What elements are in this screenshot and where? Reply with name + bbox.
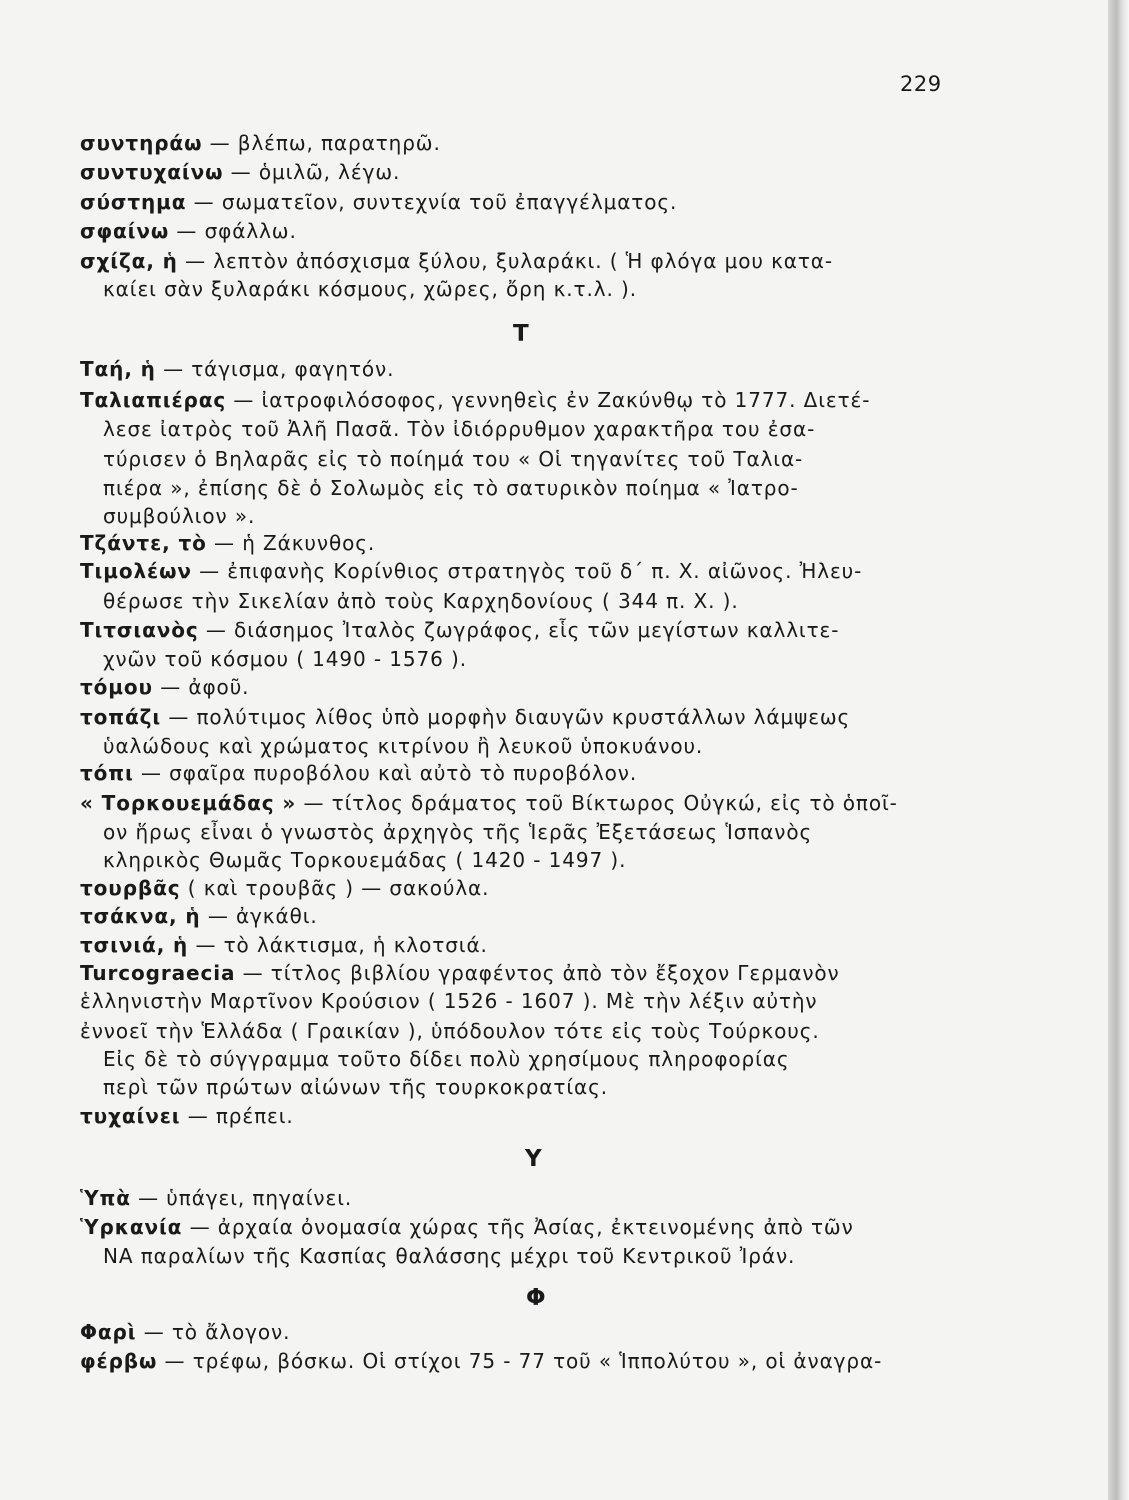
entry-line: Ταή, ἡ — τάγισμα, φαγητόν. [80, 357, 395, 381]
entry-line: συμβούλιον ». [103, 504, 256, 528]
entry-line: λεσε ἰατρὸς τοῦ Ἀλῆ Πασᾶ. Τὸν ἰδιόρρυθμον χαρακτῆρα του ἐσα- [103, 417, 816, 441]
entry-line: Εἰς δὲ τὸ σύγγραμμα τοῦτο δίδει πολὺ χρησίμους πληροφορίας [103, 1047, 790, 1071]
entry-line: πιέρα », ἐπίσης δὲ ὁ Σολωμὸς εἰς τὸ σατυρικὸν ποίημα « Ἰατρο- [103, 476, 799, 500]
entry-line: τυχαίνει — πρέπει. [80, 1104, 294, 1128]
page-number: 229 [900, 72, 942, 96]
entry-line: Ταλιαπιέρας — ἰατροφιλόσοφος, γεννηθεὶς ἐν Ζακύνθῳ τὸ 1777. Διετέ- [80, 388, 871, 412]
entry-line: « Τορκουεμάδας » — τίτλος δράματος τοῦ Βίκτωρος Οὐγκώ, εἰς τὸ ὁποῖ- [80, 791, 898, 815]
entry-line: ἑλληνιστὴν Μαρτῖνον Κρούσιον ( 1526 - 1607 ). Μὲ τὴν λέξιν αὐτὴν [80, 989, 818, 1013]
entry-line: συντυχαίνω — ὁμιλῶ, λέγω. [80, 160, 401, 184]
entry-line: περὶ τῶν πρώτων αἰώνων τῆς τουρκοκρατίας. [103, 1075, 608, 1099]
entry-line: Ὑρκανία — ἀρχαία ὀνομασία χώρας τῆς Ἀσίας, ἐκτεινομένης ἀπὸ τῶν [80, 1215, 854, 1239]
entry-line: Turcograecia — τίτλος βιβλίου γραφέντος ἀπὸ τὸν ἔξοχον Γερμανὸν [80, 961, 840, 985]
entry-line: θέρωσε τὴν Σικελίαν ἀπὸ τοὺς Καρχηδονίους ( 344 π. Χ. ). [103, 589, 739, 613]
entry-line: Ὑπὰ — ὑπάγει, πηγαίνει. [80, 1186, 353, 1210]
entry-line: σύστημα — σωματεῖον, συντεχνία τοῦ ἐπαγγέλματος. [80, 190, 678, 214]
entry-line: ὑαλώδους καὶ χρώματος κιτρίνου ἢ λευκοῦ ὑποκυάνου. [103, 734, 704, 758]
entry-line: ον ἥρως εἶναι ὁ γνωστὸς ἀρχηγὸς τῆς Ἱερᾶς Ἐξετάσεως Ἱσπανὸς [103, 820, 813, 844]
entry-line: Τζάντε, τὸ — ἡ Ζάκυνθος. [80, 531, 376, 555]
entry-line: καίει σὰν ξυλαράκι κόσμους, χῶρες, ὄρη κ.τ.λ. ). [103, 277, 637, 301]
page-edge [1108, 0, 1129, 1500]
entry-line: τόμου — ἀφοῦ. [80, 675, 250, 699]
entry-line: τσάκνα, ἡ — ἀγκάθι. [80, 904, 318, 928]
entry-line: ἐννοεῖ τὴν Ἑλλάδα ( Γραικίαν ), ὑπόδουλον τότε εἰς τοὺς Τούρκους. [80, 1019, 820, 1043]
entry-line: τουρβᾶς ( καὶ τρουβᾶς ) — σακούλα. [80, 876, 490, 900]
entry-line: τοπάζι — πολύτιμος λίθος ὑπὸ μορφὴν διαυγῶν κρυστάλλων λάμψεως [80, 705, 851, 729]
entry-line: συντηράω — βλέπω, παρατηρῶ. [80, 131, 441, 155]
entry-line: Τιτσιανὸς — διάσημος Ἰταλὸς ζωγράφος, εἷς τῶν μεγίστων καλλιτε- [80, 618, 840, 642]
entry-line: τύρισεν ὁ Βηλαρᾶς εἰς τὸ ποίημά του « Οἱ τηγανίτες τοῦ Ταλια- [103, 447, 804, 471]
entry-line: τόπι — σφαῖρα πυροβόλου καὶ αὐτὸ τὸ πυροβόλον. [80, 761, 638, 785]
entry-line: Τιμολέων — ἐπιφανὴς Κορίνθιος στρατηγὸς τοῦ δ΄ π. Χ. αἰῶνος. Ἠλευ- [80, 559, 863, 583]
entry-line: κληρικὸς Θωμᾶς Τορκουεμάδας ( 1420 - 1497 ). [103, 848, 627, 872]
entry-line: τσινιά, ἡ — τὸ λάκτισμα, ἡ κλοτσιά. [80, 933, 488, 957]
entry-line: σχίζα, ἡ — λεπτὸν ἀπόσχισμα ξύλου, ξυλαράκι. ( Ἡ φλόγα μου κατα- [80, 249, 833, 273]
entry-line: σφαίνω — σφάλλω. [80, 219, 297, 243]
entry-line: χνῶν τοῦ κόσμου ( 1490 - 1576 ). [103, 647, 468, 671]
entry-line: ΝΑ παραλίων τῆς Κασπίας θαλάσσης μέχρι τοῦ Κεντρικοῦ Ἰράν. [103, 1244, 796, 1268]
book-page: 229 Τ Υ Φ συντηράω — βλέπω, παρατηρῶ. συντυχαίνω — ὁμιλῶ, λέγω. σύστημα — σωματεῖον, συντεχνία τοῦ ἐπαγγέλματος. σφαίνω — σφάλλω. σχίζα, ἡ — λεπτὸν ἀπόσχισμα ξύλου, ξυλαράκι. ( Ἡ φλόγα μου κατα- καίει σὰν ξυλαράκι κόσμους, χῶρες, ὄρη κ.τ.λ. ). Ταή, ἡ — τάγισμα, φαγητόν. Ταλιαπιέρας — ἰατροφιλόσοφος, γεννηθεὶς ἐν Ζακύνθῳ τὸ 1777. Διετέ- λεσε ἰατρὸς τοῦ Ἀλῆ Πασᾶ. Τὸν ἰδιόρρυθμον χαρακτῆρα του ἐσα- τύρισεν ὁ Βηλαρᾶς εἰς τὸ ποίημά του « Οἱ τηγανίτες τοῦ Ταλια- πιέρα », ἐπίσης δὲ ὁ Σολωμὸς εἰς τὸ σατυρικὸν ποίημα « Ἰατρο- συμβούλιον ». Τζάντε, τὸ — ἡ Ζάκυνθος. Τιμολέων — ἐπιφανὴς Κορίνθιος στρατηγὸς τοῦ δ΄ π. Χ. αἰῶνος. Ἠλευ- θέρωσε τὴν Σικελίαν ἀπὸ τοὺς Καρχηδονίους ( 344 π. Χ. ). Τιτσιανὸς — διάσημος Ἰταλὸς ζωγράφος, εἷς τῶν μεγίστων καλλιτε- χνῶν τοῦ κόσμου ( 1490 - 1576 ). τόμου — ἀφοῦ. τοπάζι — πολύτιμος λίθος ὑπὸ μορφὴν διαυγῶν κρυστάλλων λάμψεως ὑαλώδους καὶ χρώματος κιτρίνου ἢ λευκοῦ ὑποκυάνου. τόπι — σφαῖρα πυροβόλου καὶ αὐτὸ τὸ πυροβόλον. « Τορκουεμάδας » — τίτλος δράματος τοῦ Βίκτωρος Οὐγκώ, εἰς τὸ ὁποῖ- ον ἥρως εἶναι ὁ γνωστὸς ἀρχηγὸς τῆς Ἱερᾶς Ἐξετάσεως Ἱσπανὸς κληρικὸς Θωμᾶς Τορκουεμάδας ( 1420 - 1497 ). τουρβᾶς ( καὶ τρουβᾶς ) — σακούλα. τσάκνα, ἡ — ἀγκάθι. τσινιά, ἡ — τὸ λάκτισμα, ἡ κλοτσιά. Turcograecia — τίτλος βιβλίου γραφέντος ἀπὸ τὸν ἔξοχον Γερμανὸν ἑλληνιστὴν Μαρτῖνον Κρούσιον ( 1526 - 1607 ). Μὲ τὴν λέξιν αὐτὴν ἐννοεῖ τὴν Ἑλλάδα ( Γραικίαν ), ὑπόδουλον τότε εἰς τοὺς Τούρκους. Εἰς δὲ τὸ σύγγραμμα τοῦτο δίδει πολὺ χρησίμους πληροφορίας περὶ τῶν πρώτων αἰώνων τῆς τουρκοκρατίας. τυχαίνει — πρέπει. Ὑπὰ — ὑπάγει, πηγαίνει. Ὑρκανία — ἀρχαία ὀνομασία χώρας τῆς Ἀσίας, ἐκτεινομένης ἀπὸ τῶν ΝΑ παραλίων τῆς Κασπίας θαλάσσης μέχρι τοῦ Κεντρικοῦ Ἰράν. Φαρὶ — τὸ ἄλογον. φέρβω — τρέφω, βόσκω. Οἱ στίχοι 75 - 77 τοῦ « Ἱππολύτου », οἱ ἀναγρα- [0, 0, 1108, 1500]
entry-line: φέρβω — τρέφω, βόσκω. Οἱ στίχοι 75 - 77 τοῦ « Ἱππολύτου », οἱ ἀναγρα- [80, 1349, 883, 1373]
entry-line: Φαρὶ — τὸ ἄλογον. [80, 1320, 291, 1344]
